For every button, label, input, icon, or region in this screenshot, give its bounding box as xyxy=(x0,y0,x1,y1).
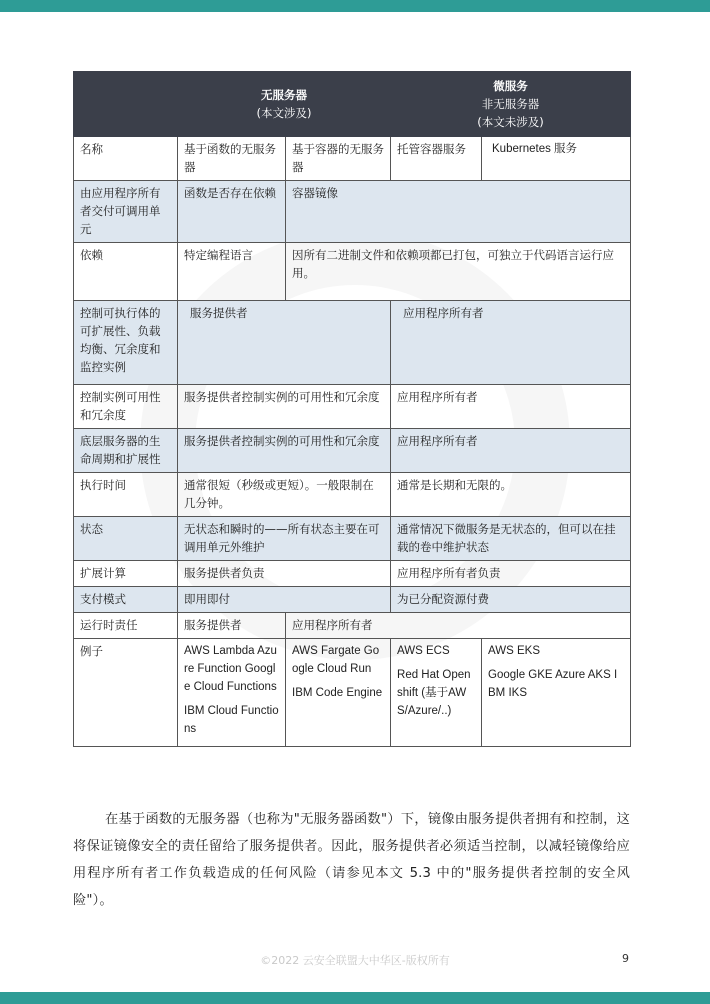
bottom-accent-bar xyxy=(0,992,710,1004)
example-text: Google GKE Azure AKS IBM IKS xyxy=(488,669,618,699)
top-accent-bar xyxy=(0,0,710,12)
table-row xyxy=(74,613,631,639)
header-micro-title: 微服务 xyxy=(493,79,528,93)
table-row xyxy=(74,181,631,243)
row-label: 执行时间 xyxy=(74,473,178,517)
header-serverless xyxy=(178,72,391,137)
table-cell: 通常情况下微服务是无状态的，但可以在挂载的卷中维护状态 xyxy=(391,517,631,561)
row-label: 控制可执行体的可扩展性、负载均衡、冗余度和监控实例 xyxy=(74,301,178,385)
table-cell: 服务提供者控制实例的可用性和冗余度 xyxy=(178,385,391,429)
table-cell xyxy=(482,639,631,747)
table-cell: 即用即付 xyxy=(178,587,391,613)
table-cell: 特定编程语言 xyxy=(178,243,286,301)
table-cell: 容器镜像 xyxy=(286,181,631,243)
row-label: 运行时责任 xyxy=(74,613,178,639)
example-text: AWS ECS xyxy=(397,645,450,657)
row-label: 名称 xyxy=(74,137,178,181)
table-row xyxy=(74,517,631,561)
cell-text: 函数是否存在依赖 xyxy=(184,186,276,200)
row-label: 依赖 xyxy=(74,243,178,301)
table-cell: 通常很短（秒级或更短）。一般限制在几分钟。 xyxy=(178,473,391,517)
table-cell: 应用程序所有者负责 xyxy=(391,561,631,587)
table-cell: 应用程序所有者 xyxy=(391,385,631,429)
header-serverless-title: 无服务器 xyxy=(261,88,307,102)
table-cell xyxy=(286,639,391,747)
row-label: 例子 xyxy=(74,639,178,747)
table-cell xyxy=(178,181,286,243)
table-cell: 服务提供者控制实例的可用性和冗余度 xyxy=(178,429,391,473)
row-label: 底层服务器的生命周期和扩展性 xyxy=(74,429,178,473)
table-cell xyxy=(178,639,286,747)
table-row xyxy=(74,639,631,747)
table-row xyxy=(74,587,631,613)
row-label: 控制实例可用性和冗余度 xyxy=(74,385,178,429)
example-text: AWS Fargate Google Cloud Run xyxy=(292,645,380,675)
table-cell: 服务提供者 xyxy=(178,613,286,639)
header-microservices xyxy=(391,72,631,137)
table-cell xyxy=(391,639,482,747)
example-text: IBM Code Engine xyxy=(292,687,383,699)
table-row xyxy=(74,561,631,587)
example-text: AWS EKS xyxy=(488,645,540,657)
table-cell: 应用程序所有者 xyxy=(391,301,631,385)
table-cell: 托管容器服务 xyxy=(391,137,482,181)
body-paragraph: 在基于函数的无服务器（也称为"无服务器函数"）下，镜像由服务提供者拥有和控制，这将保证镜像安全的责任留给了服务提供者。因此，服务提供者必须适当控制，以减轻镜像给应用程序所有者工作负载造成的任何风险（请参见本文 5.3 中的"服务提供者控制的安全风险"）。 xyxy=(73,812,630,908)
table-cell: 应用程序所有者 xyxy=(286,613,631,639)
table-cell: 无状态和瞬时的——所有状态主要在可调用单元外维护 xyxy=(178,517,391,561)
table-row xyxy=(74,301,631,385)
header-blank xyxy=(74,72,178,137)
table-row xyxy=(74,137,631,181)
example-text: IBM Cloud Functions xyxy=(184,705,279,735)
table-cell: 为已分配资源付费 xyxy=(391,587,631,613)
table-cell: Kubernetes 服务 xyxy=(482,137,631,181)
table-cell: 因所有二进制文件和依赖项都已打包，可独立于代码语言运行应用。 xyxy=(286,243,631,301)
row-label: 状态 xyxy=(74,517,178,561)
table-cell: 通常是长期和无限的。 xyxy=(391,473,631,517)
table-header-row xyxy=(74,72,631,137)
table-cell: 服务提供者负责 xyxy=(178,561,391,587)
table-cell: 基于函数的无服务器 xyxy=(178,137,286,181)
row-label: 由应用程序所有者交付可调用单元 xyxy=(74,181,178,243)
header-micro-sub2: (本文未涉及) xyxy=(477,115,544,129)
row-label: 扩展计算 xyxy=(74,561,178,587)
row-label: 支付模式 xyxy=(74,587,178,613)
table-row xyxy=(74,243,631,301)
table-cell: 服务提供者 xyxy=(178,301,391,385)
table-row xyxy=(74,473,631,517)
header-serverless-sub: (本文涉及) xyxy=(256,106,312,120)
footer-copyright: ©2022 云安全联盟大中华区-版权所有 xyxy=(260,954,450,967)
table-cell: 应用程序所有者 xyxy=(391,429,631,473)
page-number: 9 xyxy=(622,952,629,965)
table-row xyxy=(74,429,631,473)
table-row xyxy=(74,385,631,429)
example-text: AWS Lambda Azure Function Google Cloud Functions xyxy=(184,645,277,693)
example-text: Red Hat Openshift (基于AWS/Azure/..) xyxy=(397,669,471,717)
comparison-table xyxy=(73,71,631,747)
header-micro-sub1: 非无服务器 xyxy=(481,97,540,111)
table-cell: 基于容器的无服务器 xyxy=(286,137,391,181)
